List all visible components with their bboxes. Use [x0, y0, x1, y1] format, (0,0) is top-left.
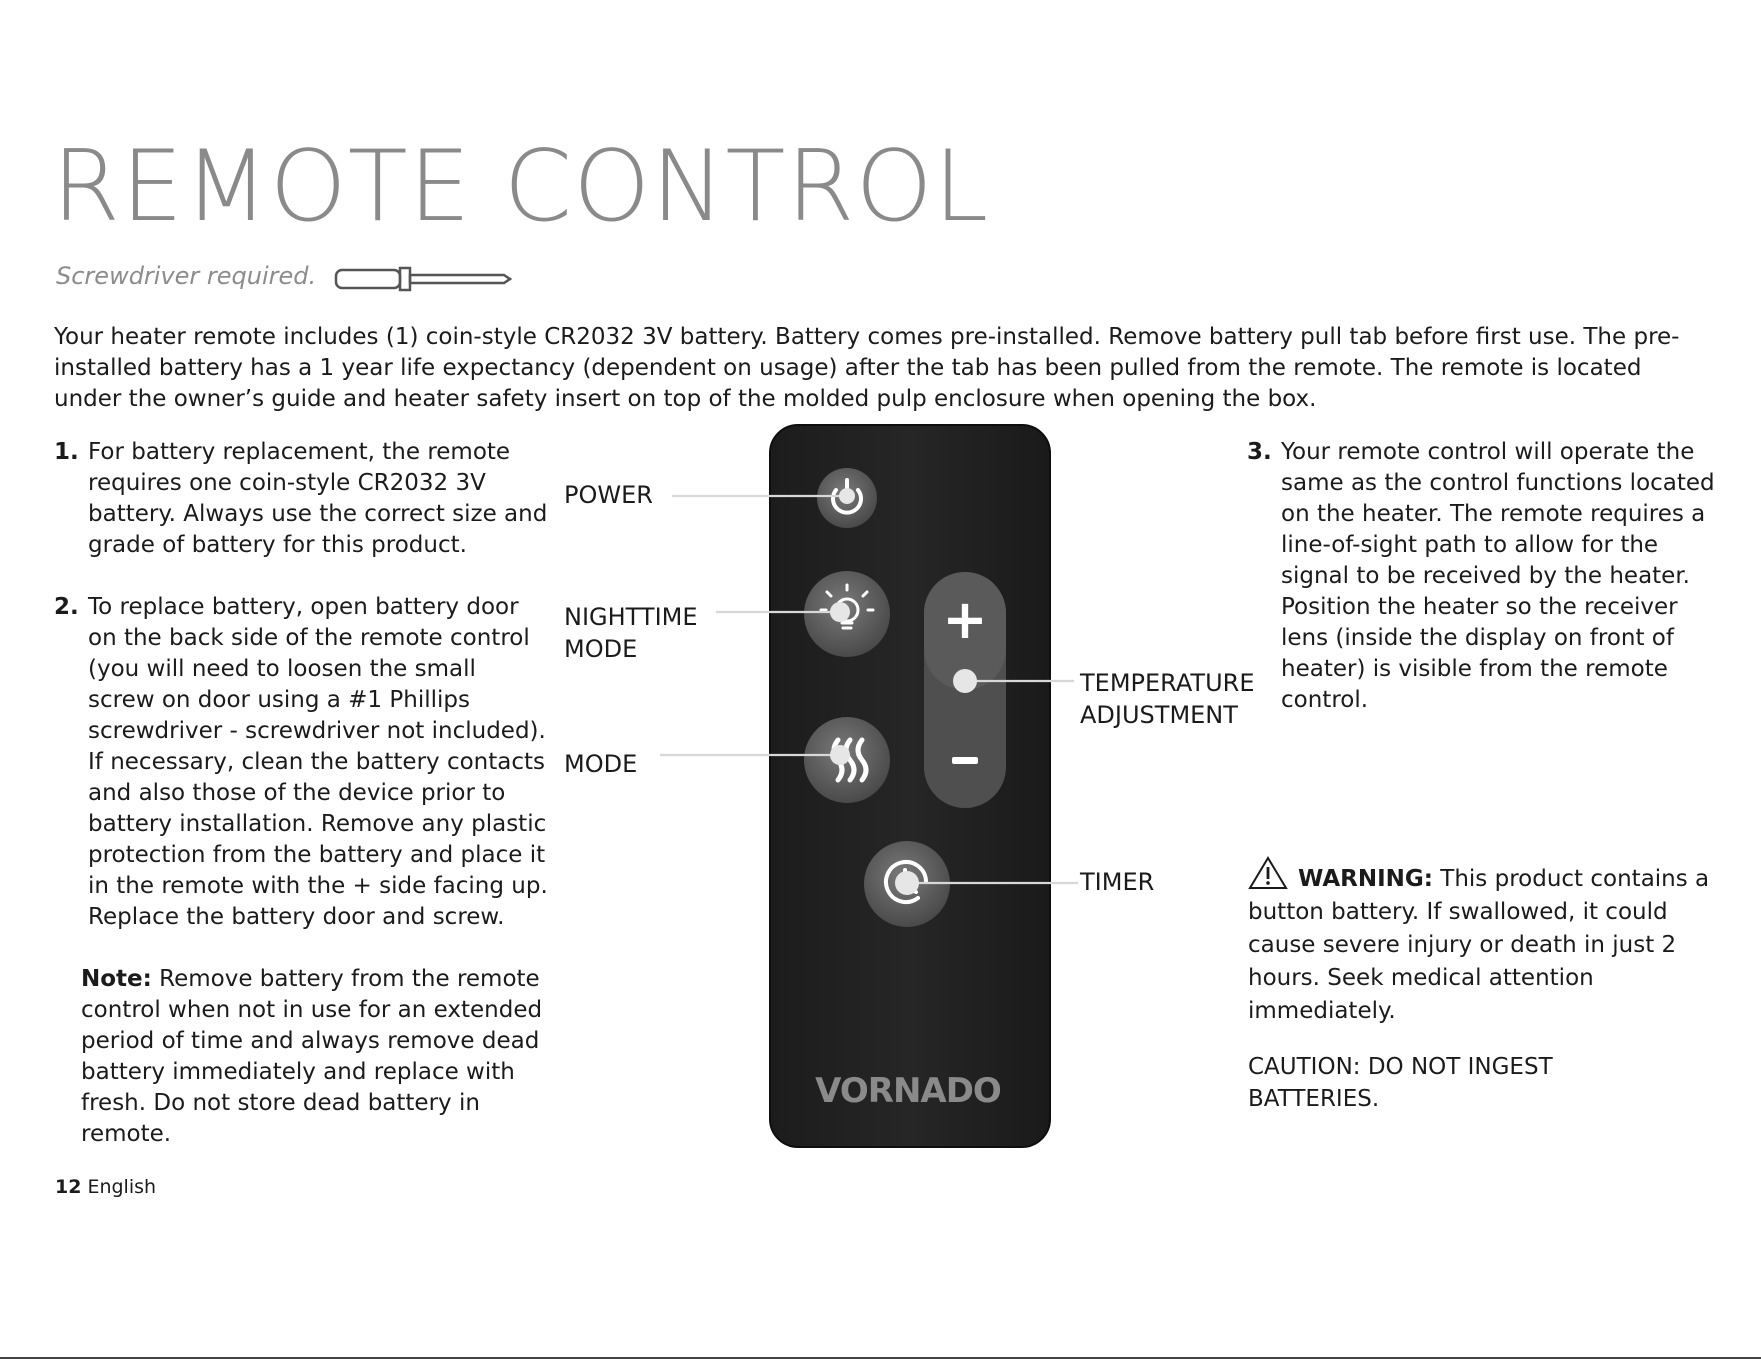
note	[81, 964, 551, 1150]
step-text: To replace battery, open battery door on the back side of the remote control (you will need to loosen the small screw on door using a #1 Phillips screwdriver - screwdriver not included). If necessary, clean the battery contacts and also those of the device prior to battery installation. Remove any plastic protection from the battery and place it in the remote with the + side facing up. Replace the battery door and screw.	[88, 594, 548, 930]
screwdriver-icon	[334, 266, 514, 294]
step-number: 3.	[1247, 439, 1272, 465]
step-2	[54, 592, 548, 933]
label-temperature: TEMPERATURE	[1080, 669, 1255, 697]
warning-icon	[1248, 856, 1288, 890]
language-label: English	[87, 1176, 157, 1198]
remote-illustration	[660, 420, 1080, 1150]
warning	[1248, 856, 1718, 1028]
label-temperature-adjustment: ADJUSTMENT	[1080, 701, 1238, 729]
page-number: 12	[55, 1176, 82, 1198]
step-number: 2.	[54, 594, 79, 620]
label-power: POWER	[564, 481, 653, 509]
subtitle: Screwdriver required.	[56, 262, 317, 290]
page-footer	[55, 1176, 156, 1198]
remote-body	[770, 425, 1050, 1147]
step-number: 1.	[54, 439, 79, 465]
step-3	[1247, 437, 1721, 716]
bottom-rule	[0, 1357, 1761, 1359]
warning-text: This product contains a button battery. If swallowed, it could cause severe injury or death in just 2 hours. Seek medical attention immediately.	[1248, 866, 1710, 1024]
step-1	[54, 437, 548, 561]
step-text: Your remote control will operate the same as the control functions located on the heater. The remote requires a line-of-sight path to allow for the signal to be received by the heater. Position the heater so the receiver lens (inside the display on front of heater) is visible from the remote control.	[1281, 439, 1715, 713]
label-timer: TIMER	[1080, 868, 1155, 896]
brand-logo: VORNADO	[815, 1071, 1001, 1111]
label-mode: MODE	[564, 750, 638, 778]
label-nighttime: NIGHTTIME	[564, 603, 698, 631]
minus-icon[interactable]	[952, 757, 978, 764]
note-text: Remove battery from the remote control when not in use for an extended period of time and always remove dead battery immediately and replace with fresh. Do not store dead battery in remote.	[81, 966, 543, 1147]
step-text: For battery replacement, the remote requires one coin-style CR2032 3V battery. Always use the correct size and grade of battery for this product.	[88, 439, 548, 558]
warning-label: WARNING:	[1298, 866, 1433, 892]
caution: CAUTION: DO NOT INGEST BATTERIES.	[1248, 1054, 1553, 1112]
page-title: REMOTE CONTROL	[52, 130, 990, 244]
intro-paragraph: Your heater remote includes (1) coin-style CR2032 3V battery. Battery comes pre-installed. Remove battery pull tab before first use. The pre-installed battery has a 1 year life expectancy (dependent on usage) after the tab has been pulled from the remote. The remote is located under the owner’s guide and heater safety insert on top of the molded pulp enclosure when opening the box.	[54, 324, 1680, 412]
note-label: Note:	[81, 966, 152, 992]
plus-icon[interactable]: +	[942, 588, 988, 651]
label-nighttime-mode: MODE	[564, 635, 638, 663]
